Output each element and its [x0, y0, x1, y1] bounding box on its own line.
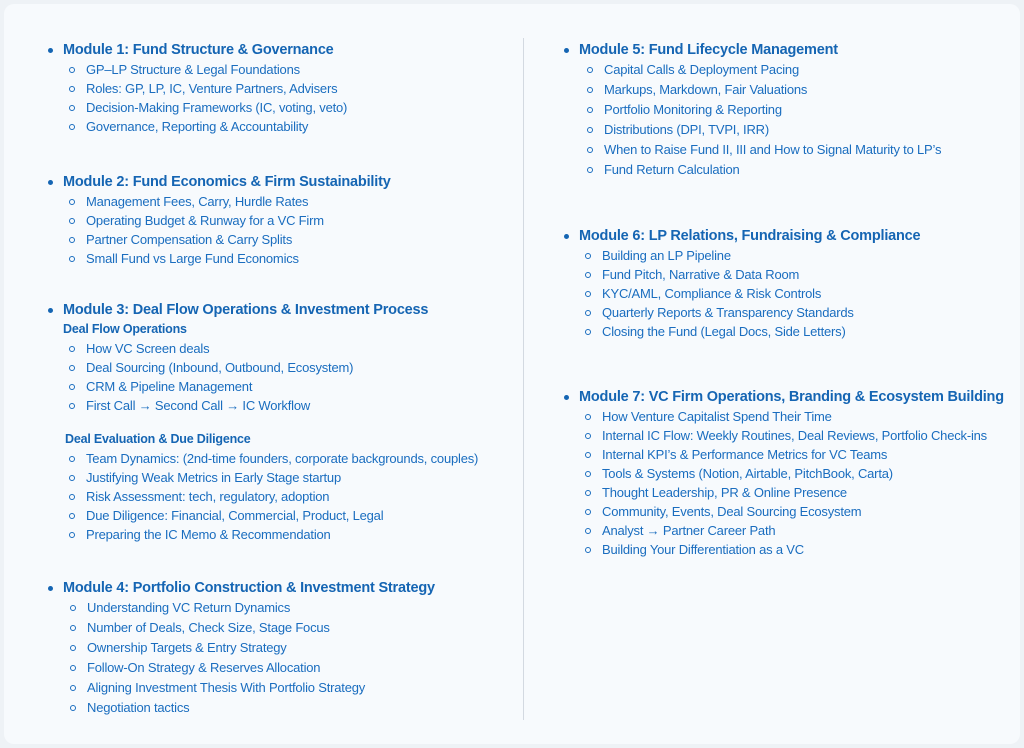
- list-item: Internal KPI’s & Performance Metrics for VC Teams: [564, 445, 1004, 464]
- circle-bullet-icon: [585, 509, 591, 515]
- circle-bullet-icon: [69, 475, 75, 481]
- module-7-title: Module 7: VC Firm Operations, Branding & Ecosystem Building: [579, 389, 1004, 405]
- circle-bullet-icon: [69, 513, 75, 519]
- module-4-title: Module 4: Portfolio Construction & Investment Strategy: [63, 580, 435, 596]
- bullet-icon: [48, 586, 53, 591]
- curriculum-card: [4, 4, 1020, 744]
- circle-bullet-icon: [585, 414, 591, 420]
- circle-bullet-icon: [585, 291, 591, 297]
- list-item: Portfolio Monitoring & Reporting: [564, 100, 1004, 120]
- circle-bullet-icon: [69, 494, 75, 500]
- module-1-title: Module 1: Fund Structure & Governance: [63, 42, 334, 58]
- module-6-list: [564, 246, 1004, 341]
- list-item: First Call → Second Call → IC Workflow: [48, 396, 508, 415]
- circle-bullet-icon: [70, 705, 76, 711]
- circle-bullet-icon: [69, 67, 75, 73]
- deal-flow-subheading: Deal Flow Operations: [63, 322, 187, 336]
- module-3: [48, 300, 508, 544]
- circle-bullet-icon: [69, 403, 75, 409]
- list-item: Risk Assessment: tech, regulatory, adoption: [48, 487, 508, 506]
- module-2-list: [48, 192, 508, 268]
- bullet-icon: [48, 48, 53, 53]
- list-item: How VC Screen deals: [48, 339, 508, 358]
- module-7-list: [564, 407, 1004, 559]
- list-item: Fund Pitch, Narrative & Data Room: [564, 265, 1004, 284]
- list-item: Justifying Weak Metrics in Early Stage startup: [48, 468, 508, 487]
- list-item: Closing the Fund (Legal Docs, Side Letters): [564, 322, 1004, 341]
- circle-bullet-icon: [585, 272, 591, 278]
- module-6: [564, 226, 1004, 341]
- module-2: [48, 172, 508, 268]
- module-5-title: Module 5: Fund Lifecycle Management: [579, 42, 838, 58]
- circle-bullet-icon: [587, 67, 593, 73]
- module-2-title: Module 2: Fund Economics & Firm Sustainability: [63, 174, 391, 190]
- left-column: [48, 40, 508, 718]
- list-item: Thought Leadership, PR & Online Presence: [564, 483, 1004, 502]
- list-item: Deal Sourcing (Inbound, Outbound, Ecosystem): [48, 358, 508, 377]
- module-3-title: Module 3: Deal Flow Operations & Investment Process: [63, 302, 429, 318]
- circle-bullet-icon: [585, 547, 591, 553]
- list-item: GP–LP Structure & Legal Foundations: [48, 60, 508, 79]
- module-title: [48, 40, 508, 60]
- column-divider: [523, 38, 524, 720]
- circle-bullet-icon: [70, 625, 76, 631]
- circle-bullet-icon: [585, 253, 591, 259]
- module-3-list-2: [48, 449, 508, 544]
- circle-bullet-icon: [70, 605, 76, 611]
- circle-bullet-icon: [69, 105, 75, 111]
- circle-bullet-icon: [70, 665, 76, 671]
- circle-bullet-icon: [69, 346, 75, 352]
- list-item: Small Fund vs Large Fund Economics: [48, 249, 508, 268]
- bullet-icon: [564, 234, 569, 239]
- module-5: [564, 40, 1004, 180]
- list-item: Capital Calls & Deployment Pacing: [564, 60, 1004, 80]
- list-item: CRM & Pipeline Management: [48, 377, 508, 396]
- circle-bullet-icon: [69, 86, 75, 92]
- circle-bullet-icon: [585, 329, 591, 335]
- module-1: [48, 40, 508, 136]
- list-item: Tools & Systems (Notion, Airtable, PitchBook, Carta): [564, 464, 1004, 483]
- circle-bullet-icon: [587, 167, 593, 173]
- circle-bullet-icon: [585, 452, 591, 458]
- circle-bullet-icon: [69, 384, 75, 390]
- list-item: Analyst → Partner Career Path: [564, 521, 1004, 540]
- circle-bullet-icon: [587, 87, 593, 93]
- circle-bullet-icon: [587, 127, 593, 133]
- module-title: [48, 300, 508, 320]
- list-item: How Venture Capitalist Spend Their Time: [564, 407, 1004, 426]
- list-item: Ownership Targets & Entry Strategy: [48, 638, 508, 658]
- list-item: Follow-On Strategy & Reserves Allocation: [48, 658, 508, 678]
- list-item: Management Fees, Carry, Hurdle Rates: [48, 192, 508, 211]
- bullet-icon: [564, 48, 569, 53]
- list-item: Partner Compensation & Carry Splits: [48, 230, 508, 249]
- list-item: Fund Return Calculation: [564, 160, 1004, 180]
- module-4-list: [48, 598, 508, 718]
- list-item: Community, Events, Deal Sourcing Ecosystem: [564, 502, 1004, 521]
- circle-bullet-icon: [69, 532, 75, 538]
- circle-bullet-icon: [70, 645, 76, 651]
- circle-bullet-icon: [585, 310, 591, 316]
- module-title: [48, 172, 508, 192]
- list-item: Distributions (DPI, TVPI, IRR): [564, 120, 1004, 140]
- circle-bullet-icon: [585, 528, 591, 534]
- module-4: [48, 578, 508, 718]
- circle-bullet-icon: [585, 433, 591, 439]
- list-item: Building Your Differentiation as a VC: [564, 540, 1004, 559]
- module-title: [564, 40, 1004, 60]
- bullet-icon: [48, 308, 53, 313]
- list-item: Preparing the IC Memo & Recommendation: [48, 525, 508, 544]
- right-column: [564, 40, 1004, 559]
- list-item: Operating Budget & Runway for a VC Firm: [48, 211, 508, 230]
- list-item: Roles: GP, LP, IC, Venture Partners, Advisers: [48, 79, 508, 98]
- module-6-title: Module 6: LP Relations, Fundraising & Compliance: [579, 228, 921, 244]
- circle-bullet-icon: [69, 237, 75, 243]
- list-item: Team Dynamics: (2nd-time founders, corporate backgrounds, couples): [48, 449, 508, 468]
- due-diligence-subheading: Deal Evaluation & Due Diligence: [65, 432, 251, 446]
- list-item: When to Raise Fund II, III and How to Signal Maturity to LP’s: [564, 140, 1004, 160]
- list-item: Understanding VC Return Dynamics: [48, 598, 508, 618]
- list-item: Markups, Markdown, Fair Valuations: [564, 80, 1004, 100]
- circle-bullet-icon: [69, 456, 75, 462]
- list-item: KYC/AML, Compliance & Risk Controls: [564, 284, 1004, 303]
- circle-bullet-icon: [69, 256, 75, 262]
- bullet-icon: [564, 395, 569, 400]
- module-5-list: [564, 60, 1004, 180]
- circle-bullet-icon: [69, 199, 75, 205]
- list-item: Aligning Investment Thesis With Portfolio Strategy: [48, 678, 508, 698]
- list-item: Governance, Reporting & Accountability: [48, 117, 508, 136]
- module-title: [48, 578, 508, 598]
- module-7: [564, 387, 1004, 559]
- circle-bullet-icon: [69, 218, 75, 224]
- module-title: [564, 387, 1004, 407]
- list-item: Building an LP Pipeline: [564, 246, 1004, 265]
- module-title: [564, 226, 1004, 246]
- module-3-list-1: [48, 339, 508, 415]
- circle-bullet-icon: [587, 147, 593, 153]
- circle-bullet-icon: [70, 685, 76, 691]
- list-item: Decision-Making Frameworks (IC, voting, veto): [48, 98, 508, 117]
- circle-bullet-icon: [585, 471, 591, 477]
- bullet-icon: [48, 180, 53, 185]
- list-item: Negotiation tactics: [48, 698, 508, 718]
- circle-bullet-icon: [587, 107, 593, 113]
- module-1-list: [48, 60, 508, 136]
- circle-bullet-icon: [585, 490, 591, 496]
- circle-bullet-icon: [69, 124, 75, 130]
- list-item: Due Diligence: Financial, Commercial, Product, Legal: [48, 506, 508, 525]
- circle-bullet-icon: [69, 365, 75, 371]
- list-item: Internal IC Flow: Weekly Routines, Deal Reviews, Portfolio Check-ins: [564, 426, 1004, 445]
- list-item: Quarterly Reports & Transparency Standards: [564, 303, 1004, 322]
- list-item: Number of Deals, Check Size, Stage Focus: [48, 618, 508, 638]
